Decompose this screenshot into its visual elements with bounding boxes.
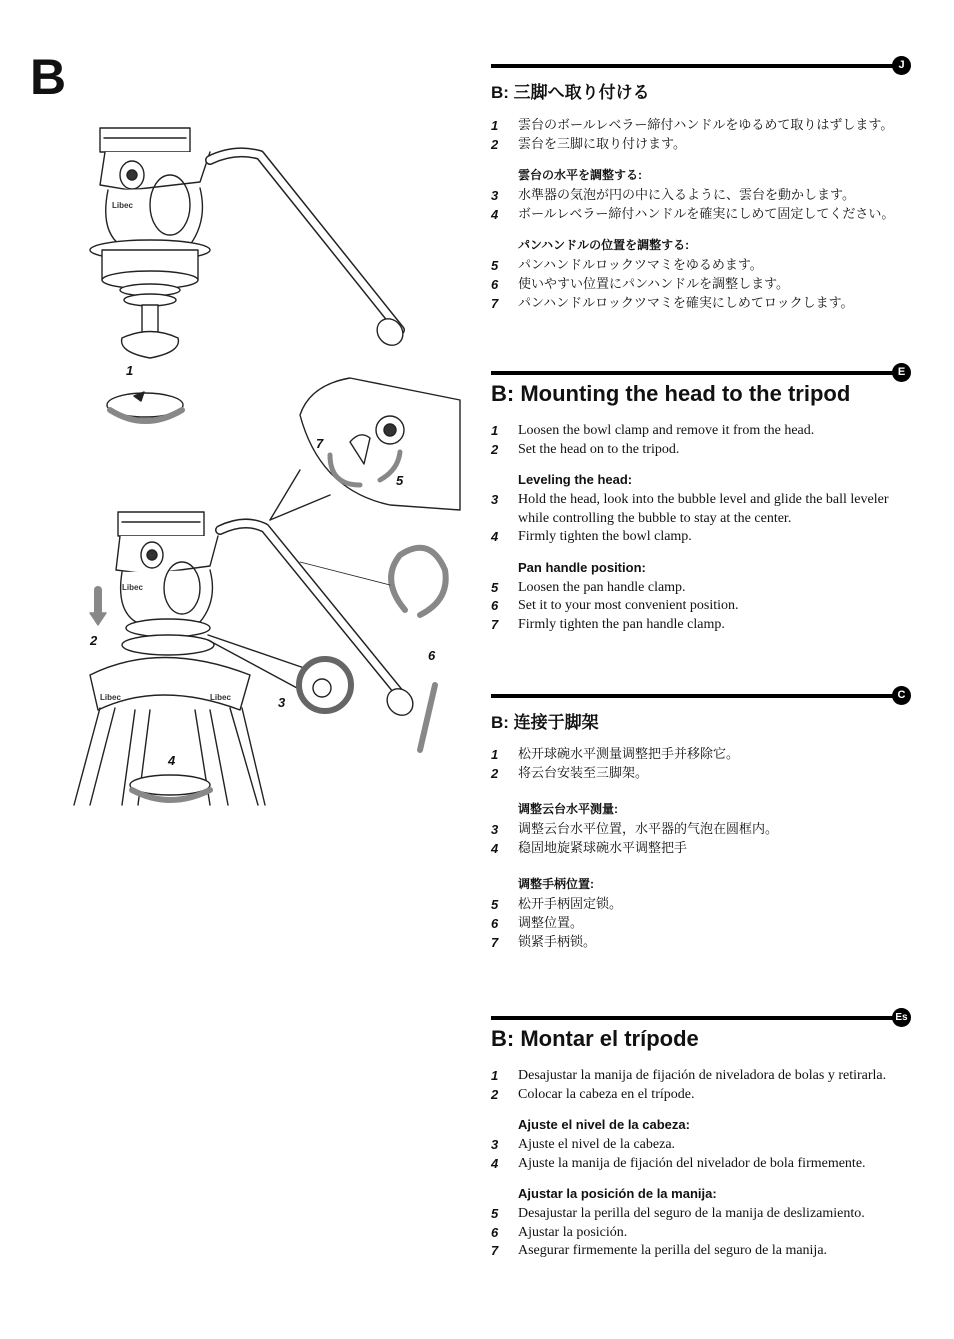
fluid-head-bottom <box>74 512 446 805</box>
section-title: B: Montar el trípode <box>491 1026 699 1051</box>
brand-logo-tripod-right: Libec <box>210 693 231 702</box>
section-rule <box>491 371 901 375</box>
section-rule <box>491 1016 901 1020</box>
section-body <box>491 745 916 952</box>
section-title: B: Mounting the head to the tripod <box>491 381 851 406</box>
step-item: 1 雲台のボールレベラー締付ハンドルをゆるめて取りはずします。 <box>491 118 894 133</box>
figure-label-5: 5 <box>396 473 404 488</box>
step-item: 3 Hold the head, look into the bubble level and glide the ball leveler while controlling the bubble to stay at the center. <box>491 492 889 526</box>
figure-label-2: 2 <box>90 633 98 648</box>
step-item: 2 Colocar la cabeza en el trípode. <box>491 1086 695 1102</box>
section-title: B: 三脚へ取り付ける <box>491 83 650 102</box>
rotate-arrow-1 <box>107 392 183 421</box>
step-item: 6 使いやすい位置にパンハンドルを調整します。 <box>491 277 790 292</box>
step-item: 4 Ajuste la manija de fijación del nivelador de bola firmemente. <box>491 1155 866 1171</box>
step-item: 3 水準器の気泡が円の中に入るように、雲台を動かします。 <box>491 188 855 203</box>
section-rule <box>491 694 901 698</box>
section-body <box>491 422 916 634</box>
figure-label-6: 6 <box>428 648 436 663</box>
language-badge-c: C <box>892 686 911 705</box>
section-body <box>491 1067 916 1261</box>
step-item: 4 Firmly tighten the bowl clamp. <box>491 529 692 544</box>
step-item: 6 Ajustar la posición. <box>491 1224 628 1240</box>
step-item: 6 调整位置。 <box>491 916 584 931</box>
section-title: B: 连接于脚架 <box>491 713 599 732</box>
step-item: 5 Loosen the pan handle clamp. <box>491 579 686 595</box>
subheading: Ajustar la posición de la manija: <box>518 1186 717 1201</box>
step-item: 4 稳固地旋紧球碗水平调整把手 <box>491 841 688 856</box>
step-item: 3 调整云台水平位置，水平器的气泡在圆框内。 <box>491 822 779 837</box>
step-item: 1 Desajustar la manija de fijación de niveladora de bolas y retirarla. <box>491 1068 887 1083</box>
step-item: 7 パンハンドルロックツマミを確実にしめてロックします。 <box>491 296 854 311</box>
step-item: 1 松开球碗水平测量调整把手并移除它。 <box>491 747 740 762</box>
subheading: Ajuste el nivel de la cabeza: <box>518 1117 690 1132</box>
subheading: パンハンドルの位置を調整する: <box>518 238 690 252</box>
section-body <box>491 116 916 313</box>
page-letter: B <box>30 49 67 105</box>
subheading: Leveling the head: <box>518 472 633 487</box>
fluid-head-top <box>90 128 408 358</box>
figure-label-1: 1 <box>126 363 134 378</box>
subheading: 调整手柄位置: <box>518 877 594 891</box>
figure-label-7: 7 <box>316 436 324 451</box>
language-badge-e: E <box>892 363 911 382</box>
figure-label-3: 3 <box>278 695 286 710</box>
figure-label-4: 4 <box>168 753 176 768</box>
brand-logo-bottom: Libec <box>122 583 143 592</box>
language-badge-es: Es <box>892 1008 911 1027</box>
step-item: 2 雲台を三脚に取り付けます。 <box>491 137 686 152</box>
step-item: 5 Desajustar la perilla del seguro de la manija de deslizamiento. <box>491 1206 865 1221</box>
step-item: 3 Ajuste el nivel de la cabeza. <box>491 1137 676 1152</box>
step-item: 7 Firmly tighten the pan handle clamp. <box>491 616 725 632</box>
section-rule <box>491 64 901 68</box>
subheading: Pan handle position: <box>518 559 646 575</box>
step-item: 2 Set the head on to the tripod. <box>491 441 680 457</box>
step-item: 7 锁紧手柄锁。 <box>491 935 597 950</box>
subheading: 调整云台水平测量: <box>518 802 618 816</box>
brand-logo-tripod-left: Libec <box>100 693 121 702</box>
subheading: 雲台の水平を調整する: <box>518 168 642 182</box>
language-badge-j: J <box>892 56 911 75</box>
step-item: 5 松开手柄固定锁。 <box>491 897 623 912</box>
step-item: 6 Set it to your most convenient position. <box>491 598 739 613</box>
tripod-head-illustration <box>60 110 480 830</box>
step-item: 5 パンハンドルロックツマミをゆるめます。 <box>491 258 763 273</box>
step-item: 2 将云台安装至三脚架。 <box>491 766 649 781</box>
brand-logo-top: Libec <box>112 201 133 210</box>
zoom-callout <box>270 378 460 520</box>
step-item: 7 Asegurar firmemente la perilla del seguro de la manija. <box>491 1243 828 1258</box>
step-item: 4 ボールレベラー締付ハンドルを確実にしめて固定してください。 <box>491 207 895 222</box>
step-item: 1 Loosen the bowl clamp and remove it from the head. <box>491 423 815 438</box>
